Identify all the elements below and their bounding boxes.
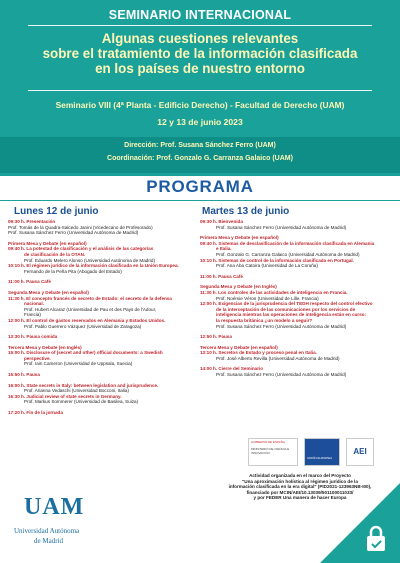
monday-schedule xyxy=(8,219,198,416)
uam-letters: UAM xyxy=(24,494,85,520)
session-time: 10:10 h. xyxy=(8,263,27,269)
funding-line: información clasificada en la era digital" (PID2021-123963NB-I00), xyxy=(228,484,372,490)
session-time: 09:30 h. xyxy=(8,219,27,224)
section-heading: 14:00 h. Cierre del Seminario xyxy=(200,366,264,372)
aei-logo xyxy=(346,438,374,466)
divider xyxy=(28,90,372,91)
session-title: Bienvenida xyxy=(218,219,243,224)
speaker: Prof. Hubert Alcaraz (Universidad de Pau et des Pays de l'Adour, xyxy=(24,306,157,312)
session-title: Sistemas de control de la información clasificada en Portugal. xyxy=(218,257,354,263)
session-title: 13:30 h. Pausa comida xyxy=(8,334,58,340)
direction: Dirección: Prof. Susana Sánchez Ferro (UAM) xyxy=(124,142,276,149)
title-line: sobre el tratamiento de la información clasificada xyxy=(42,46,358,61)
session-title: 17:20 h. Fin de la jornada xyxy=(8,410,63,416)
lock-icon xyxy=(364,523,388,553)
uam-name: de Madrid xyxy=(34,537,63,545)
schedule-line xyxy=(200,372,396,378)
funding-line: financiado por MCIN/AEI/10.13039/501100011033/ xyxy=(246,489,354,495)
speaker: Prof. Arianna Vedaschi (Universidad Bocconi, Italia) xyxy=(24,388,129,394)
logo-text: MINISTERIO DE CIENCIA E INNOVACIÓN xyxy=(251,447,290,455)
session-time: 09:40 h. xyxy=(200,240,219,246)
session-time: 13:10 h. xyxy=(200,350,219,356)
logo-text: AEI xyxy=(353,447,367,456)
session-title: Judicial review of state secrets in Germany. xyxy=(26,393,122,399)
section-heading: Segunda Mesa y Debate (en Inglés) xyxy=(200,284,277,290)
session-title: 12:50 h. Pausa xyxy=(200,334,232,340)
day-title-monday: Lunes 12 de junio xyxy=(14,206,99,217)
speaker: Prof. Susana Sánchez Ferro (Universidad Autónoma de Madrid) xyxy=(216,372,347,378)
coordination: Coordinación: Prof. Gonzalo G. Carranza Galaico (UAM) xyxy=(107,155,293,162)
schedule-line xyxy=(8,410,198,416)
session-time: 12:00 h. xyxy=(8,317,27,323)
seminar-title xyxy=(10,31,390,76)
speaker: Prof. Susana Sánchez Ferro (Universidad Autónoma de Madrid) xyxy=(216,224,347,230)
uam-name: Universidad Autónoma xyxy=(14,527,80,535)
session-title: e Italia. xyxy=(216,246,232,252)
session-title: Exigencias de la jurisprudencia del TEDH respecto del control efectivo xyxy=(218,301,373,307)
session-time: 11:30 h. xyxy=(200,289,219,295)
section-heading: Primera Mesa y Debate (en español) xyxy=(200,235,279,241)
ministry-logo xyxy=(248,438,298,466)
session-title: 11:00 h. Pausa Café xyxy=(8,279,51,285)
speaker: Prof. Markus Sommerer (Universidad de Basilea, Suiza) xyxy=(24,399,139,405)
uam-logo xyxy=(14,494,104,554)
section-heading: Segunda Mesa y Debate (en español) xyxy=(8,289,89,295)
logo-text: GOBIERNO DE ESPAÑA xyxy=(251,440,285,444)
event-date: 12 y 13 de junio 2023 xyxy=(157,117,243,127)
programa-heading: PROGRAMA xyxy=(0,176,400,200)
speaker: Prof. Noémie Véron (Universidad de Lille, Francia) xyxy=(216,295,319,301)
session-time: 12:00 h. xyxy=(200,301,219,307)
section-heading: Primera Mesa y Debate (en español) xyxy=(8,240,87,246)
session-time: 16:00 h. xyxy=(8,382,27,388)
session-title: Presentación xyxy=(26,219,56,224)
session-time: 09:30 h. xyxy=(200,219,219,224)
session-title: de clasificación de la OTAN. xyxy=(24,251,86,257)
title-line: Algunas cuestiones relevantes xyxy=(101,31,299,46)
session-title: La potestad de clasificación y el análisis de las categorías xyxy=(26,246,154,252)
session-time: 09:40 h. xyxy=(8,246,27,252)
speaker: Francia) xyxy=(24,312,41,318)
speaker: Prof. Gonzalo G. Carranza Galaico (Universidad Autónoma de Madrid) xyxy=(216,251,360,257)
speaker: Prof. José Alberto Revilla (Universidad Autónoma de Madrid) xyxy=(216,355,340,361)
speaker: Prof. Pablo Guerrero Vázquez (Universidad de Zaragoza) xyxy=(24,323,142,329)
speaker: Fernando de la Peña Pita (Abogado del Estado) xyxy=(24,268,122,274)
logo-text: UNIÓN EUROPEA xyxy=(307,456,333,460)
venue: Seminario VIII (4ª Planta - Edificio Derecho) - Facultad de Derecho (UAM) xyxy=(55,100,345,110)
corner-decoration xyxy=(320,483,400,563)
header-banner xyxy=(0,0,400,201)
funding-line: "Una aproximación holística al régimen jurídico de la xyxy=(242,478,358,484)
session-time: 16:30 h. xyxy=(8,393,27,399)
speaker: Prof. Ana Aba Catoira (Universidad de La Coruña) xyxy=(216,263,318,269)
funding-line: y por FEDER Una manera de hacer Europa xyxy=(253,495,347,501)
session-title: 11:00 h. Pausa Café xyxy=(200,273,243,279)
funding-logos xyxy=(248,438,378,468)
divider xyxy=(28,25,372,26)
eu-flag-logo xyxy=(304,438,340,466)
session-title: Sistemas de desclasificación de la información clasificada en Alemania xyxy=(218,240,375,246)
session-title: perspective. xyxy=(24,355,51,361)
session-title: Disclosure of (secret and other) official documents: a Swedish xyxy=(26,350,163,356)
session-title: de la interceptación de las comunicaciones por los servicios de xyxy=(216,306,356,312)
session-time: 15:00 h. xyxy=(8,350,27,356)
funding-line: Actividad organizada en el marco del Proyecto xyxy=(249,473,351,478)
speaker: Prof. Susana Sánchez Ferro (Universidad Autónoma de Madrid) xyxy=(216,323,347,329)
session-title: El control de gastos reservados en Alemania y Estados Unidos. xyxy=(26,317,166,323)
speaker: Prof. Tomás de la Quadra-Salcedo Janini (Vicedecano de Profesorado) xyxy=(8,224,153,230)
day-title-tuesday: Martes 13 de junio xyxy=(202,206,290,217)
session-title: El concepto francés de secreto de Estado: el secreto de la defensa xyxy=(26,295,172,301)
title-line: en los países de nuestro entorno xyxy=(95,61,305,76)
seminar-label: SEMINARIO INTERNACIONAL xyxy=(108,8,292,22)
tuesday-schedule xyxy=(200,219,396,378)
speaker: Prof. Susana Sánchez Ferro (Universidad Autónoma de Madrid) xyxy=(8,230,139,236)
session-title: Secretos de Estado y proceso penal en Italia. xyxy=(218,350,317,356)
session-time: 11:30 h. xyxy=(8,295,27,301)
session-title: State secrets in Italy: between legislation and jurisprudence. xyxy=(26,382,159,388)
speaker: Prof. Eduardo Melero Alonso (Universidad Autónoma de Madrid) xyxy=(24,257,155,263)
session-title: El régimen jurídico de la información clasificada en la Unión Europea. xyxy=(26,263,179,269)
section-heading: Tercera Mesa y Debate (en Inglés) xyxy=(8,344,82,350)
session-title: la respuesta británica ¿un modelo a seguir? xyxy=(216,317,313,323)
section-heading: Tercera Mesa y Debate (en español) xyxy=(200,344,278,350)
session-title: 15:50 h. Pausa xyxy=(8,372,40,378)
speaker: Prof. Iain Cameron (Universidad de Uppsala, Suecia) xyxy=(24,361,133,367)
session-time: 10:10 h. xyxy=(200,257,219,263)
session-title: Los controles de las actividades de inteligencia en Francia. xyxy=(218,289,348,295)
session-title: nacional. xyxy=(24,301,44,307)
session-title: inteligencia mientras las operaciones de inteligencia están en curso: xyxy=(216,312,367,318)
